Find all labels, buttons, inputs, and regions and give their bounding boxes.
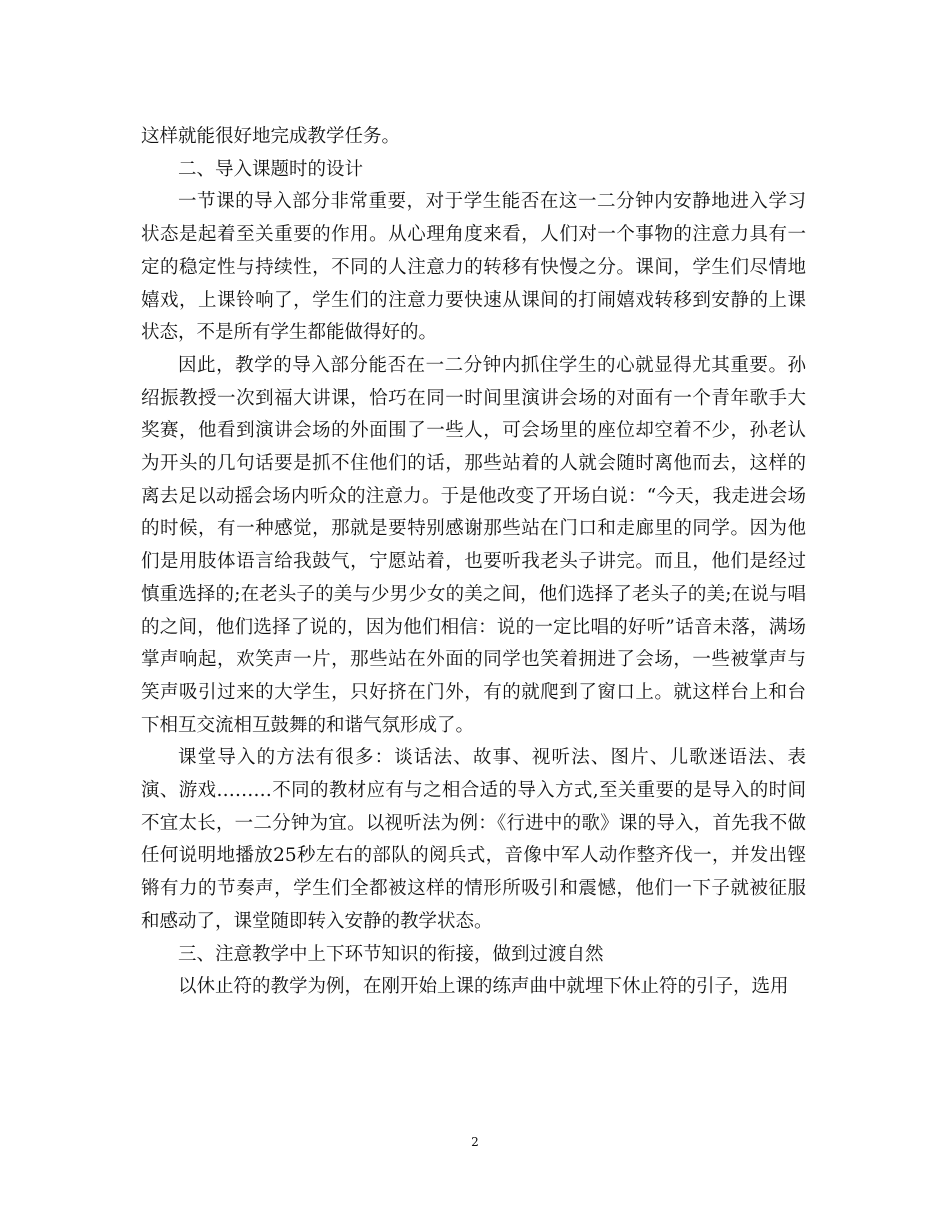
paragraph-1: 这样就能很好地完成教学任务。 — [141, 126, 401, 147]
paragraph-3: 一节课的导入部分非常重要，对于学生能否在这一二分钟内安静地进入学习状态是起着至关重要的作用。从心理角度来看，人们对一个事物的注意力具有一定的稳定性与持续性，不同的人注意力的转移有快慢之分。课间，学生们尽情地嬉戏，上课铃响了，学生们的注意力要快速从课间的打闹嬉戏转移到安静的上课状态，不是所有学生都能做得好的。 — [141, 191, 806, 344]
page-number: 2 — [471, 1135, 479, 1149]
heading-section-3: 三、注意教学中上下环节知识的衔接，做到过渡自然 — [178, 943, 604, 965]
paragraph-5: 课堂导入的方法有很多：谈话法、故事、视听法、图片、儿歌迷语法、表演、游戏………不同的教材应有与之相合适的导入方式,至关重要的是导入的时间不宜太长，一二分钟为宜。以视听法为例：《行进中的歌》课的导入，首先我不做任何说明地播放25秒左右的部队的阅兵式，音像中军人动作整齐伐一，并发出铿锵有力的节奏声，学生们全都被这样的情形所吸引和震憾，他们一下子就被征服和感动了，课堂随即转入安静的教学状态。 — [141, 747, 806, 932]
paragraph-7: 以休止符的教学为例，在刚开始上课的练声曲中就埋下休止符的引子，选用 — [178, 976, 789, 998]
paragraph-4: 因此，教学的导入部分能否在一二分钟内抓住学生的心就显得尤其重要。孙绍振教授一次到福大讲课，恰巧在同一时间里演讲会场的对面有一个青年歌手大奖赛，他看到演讲会场的外面围了一些人，可会场里的座位却空着不少，孙老认为开头的几句话要是抓不住他们的话，那些站着的人就会随时离他而去，这样的离去足以动摇会场内听众的注意力。于是他改变了开场白说：“今天，我走进会场的时候，有一种感觉，那就是要特别感谢那些站在门口和走廊里的同学。因为他们是用肢体语言给我鼓气，宁愿站着，也要听我老头子讲完。而且，他们是经过慎重选择的;在老头子的美与少男少女的美之间，他们选择了老头子的美;在说与唱的之间，他们选择了说的，因为他们相信：说的一定比唱的好听”话音未落，满场掌声响起，欢笑声一片，那些站在外面的同学也笑着拥进了会场，一些被掌声与笑声吸引过来的大学生，只好挤在门外，有的就爬到了窗口上。就这样台上和台下相互交流相互鼓舞的和谐气氛形成了。 — [141, 354, 806, 736]
document-body — [141, 121, 806, 1004]
heading-section-2: 二、导入课题时的设计 — [178, 158, 364, 180]
